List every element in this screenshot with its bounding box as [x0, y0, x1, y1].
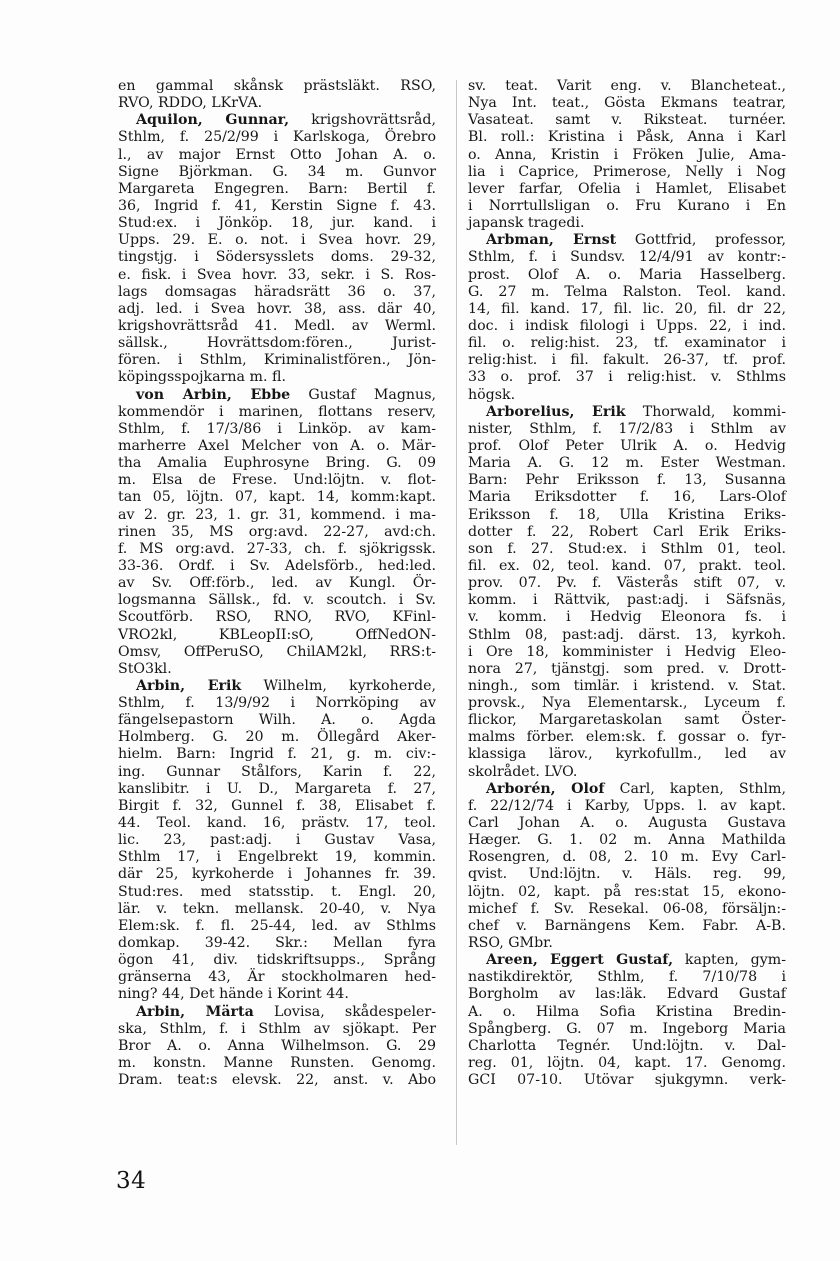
line-text: G. 27 m. Telma Ralston. Teol. kand. [468, 283, 786, 300]
line-text: av 2. gr. 23, 1. gr. 31, kommend. i ma- [118, 506, 436, 523]
text-line [468, 438, 786, 455]
text-line [118, 95, 436, 112]
line-text: Sthlm 17, i Engelbrekt 19, kommin. [118, 849, 436, 866]
line-text: Signe Björkman. G. 34 m. Gunvor [118, 163, 436, 180]
line-text: ska, Sthlm, f. i Sthlm av sjökapt. Per [118, 1020, 436, 1037]
text-line [468, 1038, 786, 1055]
text-line [118, 712, 436, 729]
line-text: prof. Olof Peter Ulrik A. o. Hedvig [468, 437, 786, 454]
line-text: RSO, GMbr. [468, 935, 553, 952]
entry-heading-line [118, 112, 436, 129]
line-text: l., av major Ernst Otto Johan A. o. [118, 146, 436, 163]
text-line [468, 901, 786, 918]
line-text: i Ore 18, komminister i Hedvig Eleo- [468, 643, 786, 660]
line-text: GCI 07-10. Utövar sjukgymn. verk- [468, 1072, 786, 1089]
entry-name: von Arbin, Ebbe [136, 386, 291, 403]
text-line [468, 198, 786, 215]
text-line [118, 541, 436, 558]
entry-heading-line [118, 678, 436, 695]
entry-heading-line [468, 952, 786, 969]
text-line [118, 695, 436, 712]
text-line [468, 112, 786, 129]
text-line [468, 164, 786, 181]
text-line [118, 832, 436, 849]
text-line [468, 95, 786, 112]
line-text: Upps. 29. E. o. not. i Svea hovr. 29, [118, 232, 436, 249]
text-line [118, 318, 436, 335]
text-line [468, 832, 786, 849]
line-text: e. fisk. i Svea hovr. 33, sekr. i S. Ros- [118, 266, 436, 283]
text-line [468, 507, 786, 524]
line-text: fören. i Sthlm, Kriminalistfören., Jön- [118, 352, 436, 369]
line-text: Carl Johan A. o. Augusta Gustava [468, 815, 786, 832]
text-line [468, 815, 786, 832]
entry-name: Arbman, Ernst [486, 232, 617, 249]
text-line [118, 969, 436, 986]
line-text: Maria Eriksdotter f. 16, Lars-Olof [468, 489, 786, 506]
text-line [118, 147, 436, 164]
text-line [468, 798, 786, 815]
line-text: Elem:sk. f. fl. 25-44, led. av Sthlms [118, 917, 436, 934]
text-line [468, 181, 786, 198]
text-line [468, 661, 786, 678]
text-line [468, 1072, 786, 1089]
line-text: michef f. Sv. Resekal. 06-08, försäljn:- [468, 900, 786, 917]
text-line [468, 421, 786, 438]
text-line [468, 335, 786, 352]
line-text: tingstjg. i Södersysslets doms. 29-32, [118, 249, 436, 266]
line-text: ning? 44, Det hände i Korint 44. [118, 986, 349, 1003]
line-text: qvist. Und:löjtn. v. Häls. reg. 99, [468, 866, 786, 883]
text-line [468, 627, 786, 644]
line-text: Nya Int. teat., Gösta Ekmans teatrar, [468, 95, 786, 112]
text-line [468, 1021, 786, 1038]
line-text: sv. teat. Varit eng. v. Blancheteat., [468, 78, 786, 94]
line-text: rinen 35, MS org:avd. 22-27, avd:ch. [118, 523, 436, 540]
line-text: kanslibitr. i U. D., Margareta f. 27, [118, 780, 436, 797]
line-text: Birgit f. 32, Gunnel f. 38, Elisabet f. [118, 797, 436, 814]
right-column [468, 78, 786, 1089]
text-line [118, 884, 436, 901]
text-line [468, 644, 786, 661]
text-line [468, 387, 786, 404]
text-line [118, 507, 436, 524]
line-text: ningh., som timlär. i kristend. v. Stat. [468, 677, 786, 694]
line-text: A. o. Hilma Sofia Kristina Bredin- [468, 1003, 786, 1020]
line-text: domkap. 39-42. Skr.: Mellan fyra [118, 935, 436, 952]
column-divider [456, 80, 457, 1145]
text-line [468, 301, 786, 318]
line-text: där 25, kyrkoherde i Johannes fr. 39. [118, 866, 436, 883]
line-text: Maria A. G. 12 m. Ester Westman. [468, 455, 786, 472]
text-line [118, 301, 436, 318]
line-text: gränserna 43, Är stockholmaren hed- [118, 969, 436, 986]
text-line [468, 284, 786, 301]
text-line [118, 781, 436, 798]
line-text: Sthlm 08, past:adj. därst. 13, kyrkoh. [468, 626, 786, 643]
line-text: 36, Ingrid f. 41, Kerstin Signe f. 43. [118, 197, 436, 214]
text-line [118, 198, 436, 215]
line-text: ing. Gunnar Stålfors, Karin f. 22, [118, 763, 436, 780]
line-text: Eriksson f. 18, Ulla Kristina Eriks- [468, 506, 786, 523]
entry-name: Arborelius, Erik [486, 403, 626, 420]
text-line [118, 575, 436, 592]
entry-heading-line [118, 1004, 436, 1021]
line-text: RVO, RDDO, LKrVA. [118, 95, 263, 112]
line-text: VRO2kl, KBLeopII:sO, OffNedON- [118, 626, 436, 643]
text-line [468, 1055, 786, 1072]
line-text: prov. 07. Pv. f. Västerås stift 07, v. [468, 575, 786, 592]
line-text: Margareta Engegren. Barn: Bertil f. [118, 180, 436, 197]
text-line [468, 215, 786, 232]
text-line [468, 1004, 786, 1021]
text-line [118, 284, 436, 301]
text-line [118, 438, 436, 455]
text-line [468, 524, 786, 541]
line-text: o. Anna, Kristin i Fröken Julie, Ama- [468, 146, 786, 163]
line-text: 14, fil. kand. 17, fil. lic. 20, fil. dr 22, [468, 300, 786, 317]
entry-heading-line [118, 387, 436, 404]
line-text: Dram. teat:s elevsk. 22, anst. v. Abo [118, 1072, 436, 1089]
line-text: marherre Axel Melcher von A. o. Mär- [118, 437, 436, 454]
line-text: relig:hist. i fil. fakult. 26-37, tf. prof. [468, 352, 786, 369]
text-line [118, 489, 436, 506]
line-text: 44. Teol. kand. 16, prästv. 17, teol. [118, 815, 436, 832]
line-text: Carl, kapten, Sthlm, [604, 780, 786, 797]
text-line [118, 986, 436, 1003]
text-line [118, 627, 436, 644]
text-line [118, 1038, 436, 1055]
line-text: prost. Olof A. o. Maria Hasselberg. [468, 266, 786, 283]
line-text: krigshovrättsråd 41. Medl. av Werml. [118, 317, 436, 334]
text-line [118, 249, 436, 266]
text-line [468, 884, 786, 901]
text-line [118, 764, 436, 781]
text-line [118, 181, 436, 198]
line-text: StO3kl. [118, 660, 172, 677]
line-text: f. MS org:avd. 27-33, ch. f. sjökrigssk. [118, 540, 436, 557]
line-text: lic. 23, past:adj. i Gustav Vasa, [118, 832, 436, 849]
text-line [118, 215, 436, 232]
line-text: logsmanna Sällsk., fd. v. scoutch. i Sv. [118, 592, 436, 609]
text-line [118, 455, 436, 472]
text-line [118, 952, 436, 969]
text-line [118, 609, 436, 626]
line-text: Spångberg. G. 07 m. Ingeborg Maria [468, 1020, 786, 1037]
text-line [118, 335, 436, 352]
line-text: 33-36. Ordf. i Sv. Adelsförb., hed:led. [118, 557, 436, 574]
line-text: 33 o. prof. 37 i relig:hist. v. Sthlms [468, 369, 786, 386]
line-text: Gustaf Magnus, [290, 386, 436, 403]
line-text: lia i Caprice, Primerose, Nelly i Nog [468, 163, 786, 180]
text-line [468, 369, 786, 386]
line-text: köpingsspojkarna m. fl. [118, 369, 286, 386]
line-text: Vasateat. samt v. Riksteat. turnéer. [468, 112, 786, 129]
entry-name: Areen, Eggert Gustaf, [486, 952, 674, 969]
line-text: lags domsagas häradsrätt 36 o. 37, [118, 283, 436, 300]
entry-name: Arbin, Märta [136, 1003, 254, 1020]
text-line [118, 1021, 436, 1038]
text-line [468, 764, 786, 781]
line-text: m. Elsa de Frese. Und:löjtn. v. flot- [118, 472, 436, 489]
line-text: Charlotta Tegnér. Und:löjtn. v. Dal- [468, 1037, 786, 1054]
text-line [118, 866, 436, 883]
line-text: Borgholm av las:läk. Edvard Gustaf [468, 986, 786, 1003]
line-text: Stud:ex. i Jönköp. 18, jur. kand. i [118, 215, 436, 232]
line-text: Sthlm, f. 25/2/99 i Karlskoga, Örebro [118, 129, 436, 146]
text-line [468, 249, 786, 266]
text-line [118, 164, 436, 181]
line-text: dotter f. 22, Robert Carl Erik Eriks- [468, 523, 786, 540]
line-text: japansk tragedi. [468, 215, 585, 232]
text-line [118, 901, 436, 918]
entry-name: Arborén, Olof [486, 780, 605, 797]
line-text: fil. ex. 02, teol. kand. 07, prakt. teol. [468, 557, 786, 574]
line-text: reg. 01, löjtn. 04, kapt. 17. Genomg. [468, 1055, 786, 1072]
line-text: ögon 41, div. tidskriftsupps., Språng [118, 952, 436, 969]
text-line [118, 524, 436, 541]
text-line [118, 369, 436, 386]
line-text: Sthlm, f. 17/3/86 i Linköp. av kam- [118, 420, 436, 437]
text-line [468, 472, 786, 489]
line-text: Wilhelm, kyrkoherde, [241, 677, 436, 694]
text-line [118, 661, 436, 678]
line-text: Barn: Pehr Eriksson f. 13, Susanna [468, 472, 786, 489]
line-text: tha Amalia Euphrosyne Bring. G. 09 [118, 455, 436, 472]
line-text: Gottfrid, professor, [616, 232, 786, 249]
text-line [468, 575, 786, 592]
line-text: fil. o. relig:hist. 23, tf. examinator i [468, 335, 786, 352]
line-text: nastikdirektör, Sthlm, f. 7/10/78 i [468, 969, 786, 986]
text-line [118, 746, 436, 763]
line-text: son f. 27. Stud:ex. i Sthlm 01, teol. [468, 540, 786, 557]
line-text: krigshovrättsråd, [289, 112, 436, 129]
entry-heading-line [468, 232, 786, 249]
text-line [468, 866, 786, 883]
line-text: malms förber. elem:sk. f. gossar o. fyr- [468, 729, 786, 746]
entry-name: Arbin, Erik [136, 677, 242, 694]
line-text: Hæger. G. 1. 02 m. Anna Mathilda [468, 832, 786, 849]
line-text: Stud:res. med statsstip. t. Engl. 20, [118, 883, 436, 900]
line-text: högsk. [468, 386, 516, 403]
line-text: lär. v. tekn. mellansk. 20-40, v. Nya [118, 900, 436, 917]
text-line [118, 729, 436, 746]
line-text: av Sv. Off:förb., led. av Kungl. Ör- [118, 575, 436, 592]
text-line [468, 712, 786, 729]
line-text: flickor, Margaretaskolan samt Öster- [468, 712, 786, 729]
text-line [118, 129, 436, 146]
text-line [118, 78, 436, 95]
text-line [468, 129, 786, 146]
text-line [468, 969, 786, 986]
line-text: lever farfar, Ofelia i Hamlet, Elisabet [468, 180, 786, 197]
line-text: i Norrtullsligan o. Fru Kurano i En [468, 197, 786, 214]
line-text: m. konstn. Manne Runsten. Genomg. [118, 1055, 436, 1072]
text-line [468, 935, 786, 952]
line-text: Rosengren, d. 08, 2. 10 m. Evy Carl- [468, 849, 786, 866]
text-line [118, 935, 436, 952]
line-text: adj. led. i Svea hovr. 38, ass. där 40, [118, 300, 436, 317]
text-line [468, 489, 786, 506]
line-text: doc. i indisk filologi i Upps. 22, i ind. [468, 317, 786, 334]
text-line [468, 609, 786, 626]
text-line [118, 798, 436, 815]
text-line [468, 78, 786, 95]
line-text: klassiga lärov., kyrkofullm., led av [468, 746, 786, 763]
line-text: komm. i Rättvik, past:adj. i Säfsnäs, [468, 592, 786, 609]
text-line [468, 746, 786, 763]
text-line [118, 352, 436, 369]
left-column [118, 78, 436, 1089]
line-text: en gammal skånsk prästsläkt. RSO, [118, 78, 436, 94]
line-text: Omsv, OffPeruSO, ChilAM2kl, RRS:t- [118, 643, 436, 660]
line-text: provsk., Nya Elementarsk., Lyceum f. [468, 695, 786, 712]
line-text: Lovisa, skådespeler- [253, 1003, 436, 1020]
text-line [468, 352, 786, 369]
line-text: Thorwald, kommi- [625, 403, 786, 420]
line-text: Scoutförb. RSO, RNO, RVO, KFinl- [118, 609, 436, 626]
line-text: Holmberg. G. 20 m. Öllegård Aker- [118, 729, 436, 746]
line-text: skolrådet. LVO. [468, 763, 578, 780]
line-text: fängelsepastorn Wilh. A. o. Agda [118, 712, 436, 729]
text-line [468, 455, 786, 472]
text-line [468, 695, 786, 712]
line-text: sällsk., Hovrättsdom:fören., Jurist- [118, 335, 436, 352]
text-line [118, 849, 436, 866]
text-line [468, 986, 786, 1003]
text-line [468, 558, 786, 575]
line-text: nister, Sthlm, f. 17/2/83 i Sthlm av [468, 420, 786, 437]
line-text: löjtn. 02, kapt. på res:stat 15, ekono- [468, 883, 786, 900]
line-text: Sthlm, f. i Sundsv. 12/4/91 av kontr:- [468, 249, 786, 266]
text-line [468, 678, 786, 695]
text-line [468, 318, 786, 335]
line-text: tan 05, löjtn. 07, kapt. 14, komm:kapt. [118, 489, 436, 506]
line-text: kapten, gym- [673, 952, 786, 969]
line-text: kommendör i marinen, flottans reserv, [118, 403, 436, 420]
entry-name: Aquilon, Gunnar, [136, 112, 290, 129]
text-line [118, 644, 436, 661]
text-line [118, 558, 436, 575]
text-line [118, 267, 436, 284]
text-line [468, 267, 786, 284]
entry-heading-line [468, 781, 786, 798]
line-text: hielm. Barn: Ingrid f. 21, g. m. civ:- [118, 746, 436, 763]
line-text: f. 22/12/74 i Karby, Upps. l. av kapt. [468, 797, 786, 814]
line-text: Sthlm, f. 13/9/92 i Norrköping av [118, 695, 436, 712]
text-line [118, 232, 436, 249]
line-text: nora 27, tjänstgj. som pred. v. Drott- [468, 660, 786, 677]
text-line [468, 592, 786, 609]
text-line [118, 815, 436, 832]
line-text: chef v. Barnängens Kem. Fabr. A-B. [468, 917, 786, 934]
line-text: Bror A. o. Anna Wilhelmson. G. 29 [118, 1037, 436, 1054]
text-line [118, 1072, 436, 1089]
text-line [468, 729, 786, 746]
entry-heading-line [468, 404, 786, 421]
text-line [118, 1055, 436, 1072]
text-line [468, 147, 786, 164]
text-line [468, 541, 786, 558]
text-line [468, 918, 786, 935]
page-number: 34 [116, 1168, 147, 1194]
text-line [118, 472, 436, 489]
text-line [118, 404, 436, 421]
line-text: Bl. roll.: Kristina i Påsk, Anna i Karl [468, 129, 786, 146]
line-text: v. komm. i Hedvig Eleonora fs. i [468, 609, 786, 626]
text-line [468, 849, 786, 866]
text-line [118, 592, 436, 609]
text-line [118, 421, 436, 438]
text-line [118, 918, 436, 935]
